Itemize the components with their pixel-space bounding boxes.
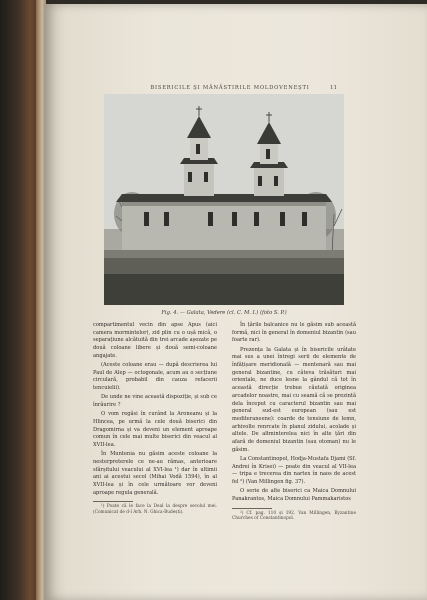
paragraph: La Constantinopol, Hodja-Mustafa Djami (Sf. Andrei în Krisei) — poate din veacul al VII-lea — tripa e trecerea din nartex în naos de acest fel ²) (Van Millingen fig. 37). bbox=[232, 455, 356, 486]
paragraph: Prezența la Galata și în bisericile urâtate mai sus a unei întregi serii de elemente de înfățișare meridională — mentenară sau mai general bizantine, cu câteva trăsături mai orientale, ne duce lesne la gândul că tot în această direcție trebue căutată originea arcadelor noastre, mai cu seamă că se prezintă dela început cu caracterul bizantin sau mai general sud-est european (sau est mediteraneene): coarde de tensiune de lemn, arhivolte renrcate în planul zidului, acolade și altele. De altminterelea nici în alte țări din afară de domeniul bizantin (sau otoman) nu le găsim. bbox=[232, 346, 356, 453]
church-illustration bbox=[104, 94, 344, 305]
paragraph: În țările balcanice nu le găsim sub această formă, nici în general în domeniul bizantin (sau foarte rar). bbox=[232, 322, 356, 344]
church-photograph bbox=[104, 94, 344, 305]
paragraph: compartimentul vecin din apse Apus (aici camera mormintelor), zid plin cu o ușă mică, o separațiune alcătuită din trei arcade așezate pe două coloane libere și două semi-coloane angajate. bbox=[93, 322, 217, 359]
paragraph: O vom regăsi în curând la Aroneanu și la Hlincea, pe urmă la cele două biserici din Dragomirna și va deveni un element aproape comun în cele mai multe biserici din veacul al XVII-lea. bbox=[93, 411, 217, 449]
left-text-column bbox=[93, 322, 217, 517]
paragraph: (Aceste coloane erau — după descrierea lui Paul de Alep — octogonale, acum au o secțiune circulară, probabil din cauza refacerii tencuielii). bbox=[93, 362, 217, 392]
footnote-divider bbox=[93, 501, 133, 502]
running-head: BISERICILE ȘI MĂNĂSTIRILE MOLDOVENEȘTI bbox=[150, 85, 310, 91]
footnote: ²) Cf. pag. 110 și 192. Van Millingen, Byzantine Churches of Constantinopol. bbox=[232, 510, 356, 522]
footnote: ¹) Poate că le face la Deal la despre secolul mei. (Comunicat de d-l Arh. N. Ghica-Budești). bbox=[93, 504, 217, 516]
footnote-divider bbox=[232, 508, 272, 509]
figure-caption: Fig. 4. — Galata, Vedere (cl. C. M. I.) (foto S. P.) bbox=[161, 310, 287, 316]
right-text-column bbox=[232, 322, 356, 523]
book-binding bbox=[0, 0, 40, 600]
paragraph: O serie de alte biserici ca Maica Domnului Panakrantos, Maica Domnului Pammakaristos bbox=[232, 488, 356, 502]
paragraph: În Muntenia nu găsim aceste coloane la nesterpreterele ce ne-au rămas, anterioare sfârșitului veacului al XVI-lea ¹) dar în ultimii ani ai acestui secol (Mihai Vodă 1594), în al XVII-lea și în cele următoare vor deveni aproape regula generală. bbox=[93, 451, 217, 496]
page-number: 11 bbox=[330, 85, 337, 91]
paragraph: De unde ne vine această dispoziție, și sub ce înrâurire ? bbox=[93, 394, 217, 409]
